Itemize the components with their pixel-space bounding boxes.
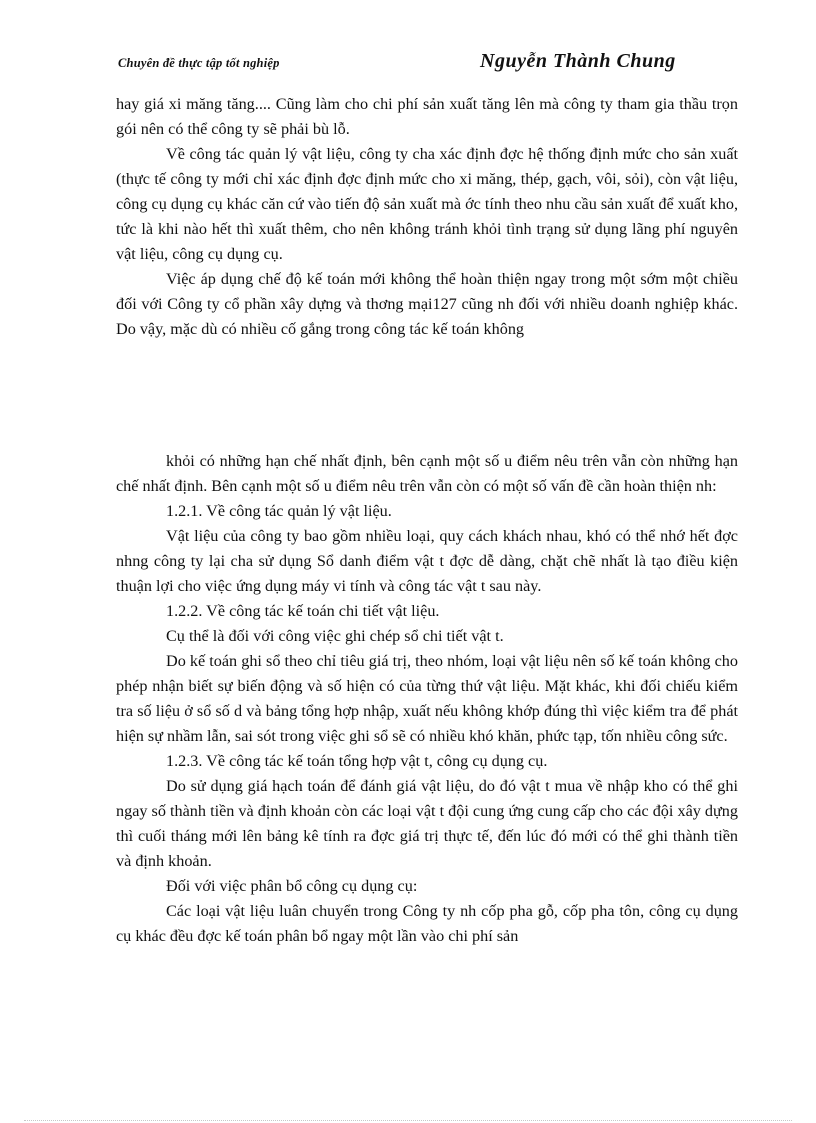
body-text-block-1 <box>116 92 738 342</box>
paragraph: Việc áp dụng chế độ kế toán mới không thể hoàn thiện ngay trong một sớm một chiều đối với Công ty cổ phần xây dựng và thơng mại127 cũng nh đối với nhiều doanh nghiệp khác. Do vậy, mặc dù có nhiều cố gắng trong công tác kế toán không <box>116 270 738 338</box>
body-text-block-2 <box>116 449 738 949</box>
footer-divider <box>24 1120 792 1121</box>
paragraph: Vật liệu của công ty bao gồm nhiều loại, quy cách khách nhau, khó có thể nhớ hết đợc nhng công ty lại cha sử dụng Sổ danh điểm vật t đợc dễ dàng, chặt chẽ nhất là tạo điều kiện thuận lợi cho việc ứng dụng máy vi tính và công tác vật t sau này. <box>116 527 738 595</box>
paragraph: Đối với việc phân bổ công cụ dụng cụ: <box>166 877 418 895</box>
header-author-name: Nguyễn Thành Chung <box>480 50 676 72</box>
paragraph: Về công tác quản lý vật liệu, công ty cha xác định đợc hệ thống định mức cho sản xuất (thực tế công ty mới chỉ xác định đợc định mức cho xi măng, thép, gạch, vôi, sỏi), còn vật liệu, công cụ dụng cụ khác căn cứ vào tiến độ sản xuất mà ớc tính theo nhu cầu sản xuất để xuất kho, tức là khi nào hết thì xuất thêm, cho nên không tránh khỏi tình trạng sử dụng lãng phí nguyên vật liệu, công cụ dụng cụ. <box>116 145 738 263</box>
paragraph: Các loại vật liệu luân chuyển trong Công ty nh cốp pha gỗ, cốp pha tôn, công cụ dụng cụ khác đều đợc kế toán phân bổ ngay một lần vào chi phí sản <box>116 902 738 945</box>
section-heading: 1.2.2. Về công tác kế toán chi tiết vật liệu. <box>166 602 440 620</box>
section-heading: 1.2.3. Về công tác kế toán tổng hợp vật t, công cụ dụng cụ. <box>166 752 548 770</box>
page-header <box>118 50 720 78</box>
paragraph: Do sử dụng giá hạch toán để đánh giá vật liệu, do đó vật t mua về nhập kho có thể ghi ngay số thành tiền và định khoản còn các loại vật t đội cung ứng cung cấp cho các đội xây dựng thì cuối tháng mới lên bảng kê tính ra đợc giá trị thực tế, đến lúc đó mới có thể ghi thành tiền và định khoản. <box>116 777 738 870</box>
paragraph: khỏi có những hạn chế nhất định, bên cạnh một số u điểm nêu trên vẫn còn những hạn chế nhất định. Bên cạnh một số u điểm nêu trên vẫn còn có một số vấn đề cần hoàn thiện nh: <box>116 452 738 495</box>
paragraph: Do kế toán ghi sổ theo chỉ tiêu giá trị, theo nhóm, loại vật liệu nên số kế toán không cho phép nhận biết sự biến động và số hiện có của từng thứ vật liệu. Mặt khác, khi đối chiếu kiểm tra số liệu ở sổ số d và bảng tổng hợp nhập, xuất nếu không khớp đúng thì việc kiểm tra để phát hiện sự nhầm lẫn, sai sót trong việc ghi sổ sẽ có nhiều khó khăn, phức tạp, tốn nhiều công sức. <box>116 652 738 745</box>
paragraph: Cụ thể là đối với công việc ghi chép sổ chi tiết vật t. <box>166 627 504 645</box>
section-heading: 1.2.1. Về công tác quản lý vật liệu. <box>166 502 392 520</box>
header-document-title: Chuyên đề thực tập tốt nghiệp <box>118 56 280 70</box>
paragraph: hay giá xi măng tăng.... Cũng làm cho chi phí sản xuất tăng lên mà công ty tham gia thầu trọn gói nên có thể công ty sẽ phải bù lỗ. <box>116 95 738 138</box>
